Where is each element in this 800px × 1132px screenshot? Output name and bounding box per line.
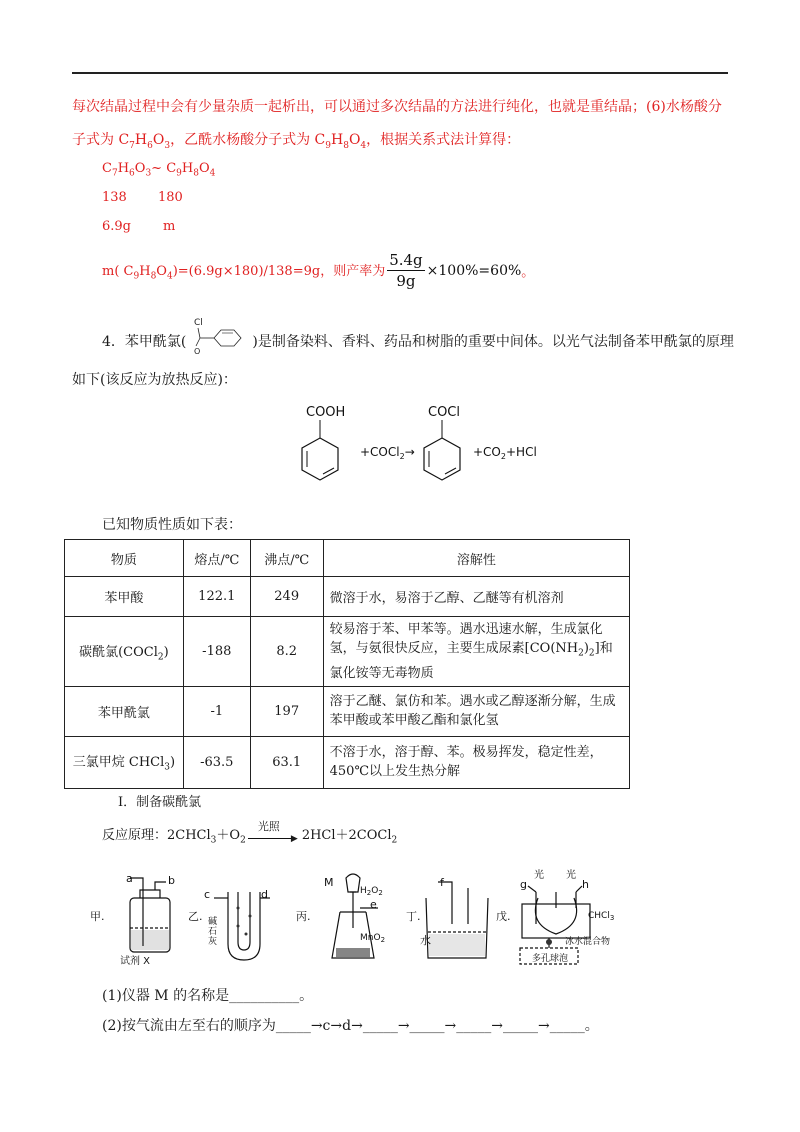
table-row <box>65 617 630 687</box>
svg-text:f: f <box>440 876 444 889</box>
svg-text:COCl: COCl <box>428 405 460 420</box>
svg-text:g: g <box>520 878 527 891</box>
col-header-boiling-point: 沸点/℃ <box>250 540 323 577</box>
svg-text:O: O <box>194 347 201 355</box>
unknown-mass: m <box>163 219 176 234</box>
svg-text:甲.: 甲. <box>90 910 105 923</box>
cell-solubility: 微溶于水，易溶于乙醇、乙醚等有机溶剂 <box>323 577 629 617</box>
molar-mass-1: 138 <box>102 190 127 205</box>
relation-formula: $C_7H_6O_3\sim$ $C_9H_8O_4$ <box>102 161 216 179</box>
svg-text:MnO2: MnO$_2$ <box>360 933 386 944</box>
svg-text:光: 光 <box>534 870 544 881</box>
reaction-scheme <box>280 400 580 498</box>
cell-boiling-point: 63.1 <box>250 736 323 788</box>
svg-text:+COCl2→: +COCl$_2$→ <box>360 445 415 461</box>
svg-text:e: e <box>370 898 377 911</box>
solution-line-2: 子式为 $C_7H_6O_3$，乙酰水杨酸分子式为 $C_9H_8O_4$，根据关系式法计算得： <box>72 132 521 151</box>
col-header-solubility: 溶解性 <box>323 540 629 577</box>
header-rule <box>72 72 728 74</box>
svg-text:c: c <box>204 888 211 901</box>
cell-melting-point: -188 <box>183 617 250 687</box>
reaction-principle: 反应原理：$2CHCl_3+O_2$ 光照 ▶ 2HCl＋2COCl$_2$ <box>102 820 398 846</box>
svg-text:试剂 X: 试剂 X <box>120 956 151 967</box>
cell-boiling-point: 197 <box>250 686 323 736</box>
cell-substance: 三氯甲烷 CHCl$_3$) <box>65 736 184 788</box>
col-header-melting-point: 熔点/℃ <box>183 540 250 577</box>
cell-boiling-point: 8.2 <box>250 617 323 687</box>
svg-text:b: b <box>168 874 175 887</box>
given-mass: 6.9g <box>102 219 131 234</box>
cell-solubility: 溶于乙醚、氯仿和苯。遇水或乙醇逐渐分解，生成苯甲酸或苯甲酸乙酯和氯化氢 <box>323 686 629 736</box>
question-2: (2)按气流由左至右的顺序为_____→c→d→_____→_____→_____→_____→_____。 <box>102 1018 599 1034</box>
svg-text:COOH: COOH <box>306 405 346 420</box>
svg-text:a: a <box>126 872 133 885</box>
light-condition-arrow: 光照 ▶ <box>248 824 300 846</box>
cell-substance: 碳酰氯(COCl$_2$) <box>65 617 184 687</box>
question-4-intro: 4．苯甲酰氯( Cl O )是制备染料、香料、药品和树脂的重要中间体。以光气法制备苯甲酰氯的原理 <box>102 329 734 355</box>
solution-line-1: 每次结晶过程中会有少量杂质一起析出，可以通过多次结晶的方法进行纯化，也就是重结晶；(6)水杨酸分 <box>72 99 722 115</box>
table-row <box>65 686 630 736</box>
svg-text:石: 石 <box>208 927 218 937</box>
cell-substance: 苯甲酰氯 <box>65 686 184 736</box>
svg-text:h: h <box>582 878 589 891</box>
svg-text:H2O2: $H_2O_2$ <box>360 886 383 897</box>
svg-text:M: M <box>324 876 334 889</box>
table-row <box>65 736 630 788</box>
cell-substance: 苯甲酸 <box>65 577 184 617</box>
benzoyl-chloride-structure <box>186 315 252 355</box>
svg-text:戊.: 戊. <box>496 910 511 923</box>
question-4-intro-line-2: 如下(该反应为放热反应)： <box>72 372 237 388</box>
col-header-substance: 物质 <box>65 540 184 577</box>
table-header-row <box>65 540 630 577</box>
svg-text:Cl: Cl <box>194 318 204 328</box>
svg-text:冰水混合物: 冰水混合物 <box>565 937 611 947</box>
svg-text:d: d <box>261 888 268 901</box>
cell-solubility: 不溶于水，溶于醇、苯。极易挥发，稳定性差，450℃以上发生热分解 <box>323 736 629 788</box>
svg-text:CHCl3: CHCl$_3$ <box>588 911 615 922</box>
cell-melting-point: -63.5 <box>183 736 250 788</box>
svg-text:丙.: 丙. <box>296 910 311 923</box>
molar-mass-2: 180 <box>158 190 183 205</box>
cell-boiling-point: 249 <box>250 577 323 617</box>
svg-text:+CO2+HCl: $+CO_2+HCl$ <box>473 445 537 461</box>
cell-melting-point: 122.1 <box>183 577 250 617</box>
table-intro: 已知物质性质如下表： <box>102 517 242 533</box>
yield-fraction: $\frac{5.4g}{9g}$ <box>389 251 423 290</box>
svg-text:碱: 碱 <box>208 917 218 927</box>
svg-text:乙.: 乙. <box>188 910 203 923</box>
table-row <box>65 577 630 617</box>
cell-melting-point: -1 <box>183 686 250 736</box>
part-1-title: Ⅰ．制备碳酰氯 <box>118 795 202 810</box>
question-1: (1)仪器 M 的名称是__________。 <box>102 988 314 1004</box>
properties-table <box>64 539 630 789</box>
svg-text:灰: 灰 <box>208 937 218 947</box>
yield-calculation: m( $C_9H_8O_4)=(6.9g\times 180)/138=9g$，则产率为 $\frac{5.4g}{9g}$ ×100%=60% 。 <box>102 251 535 290</box>
svg-text:多孔球泡: 多孔球泡 <box>532 954 569 964</box>
svg-text:丁.: 丁. <box>406 910 421 923</box>
apparatus-diagram <box>88 868 648 970</box>
svg-text:光: 光 <box>566 870 576 881</box>
svg-text:水: 水 <box>420 934 431 947</box>
cell-solubility: 较易溶于苯、甲苯等。遇水迅速水解，生成氯化氢，与氨很快反应，主要生成尿素$[CO(NH_2)_2]$和氯化铵等无毒物质 <box>323 617 629 687</box>
